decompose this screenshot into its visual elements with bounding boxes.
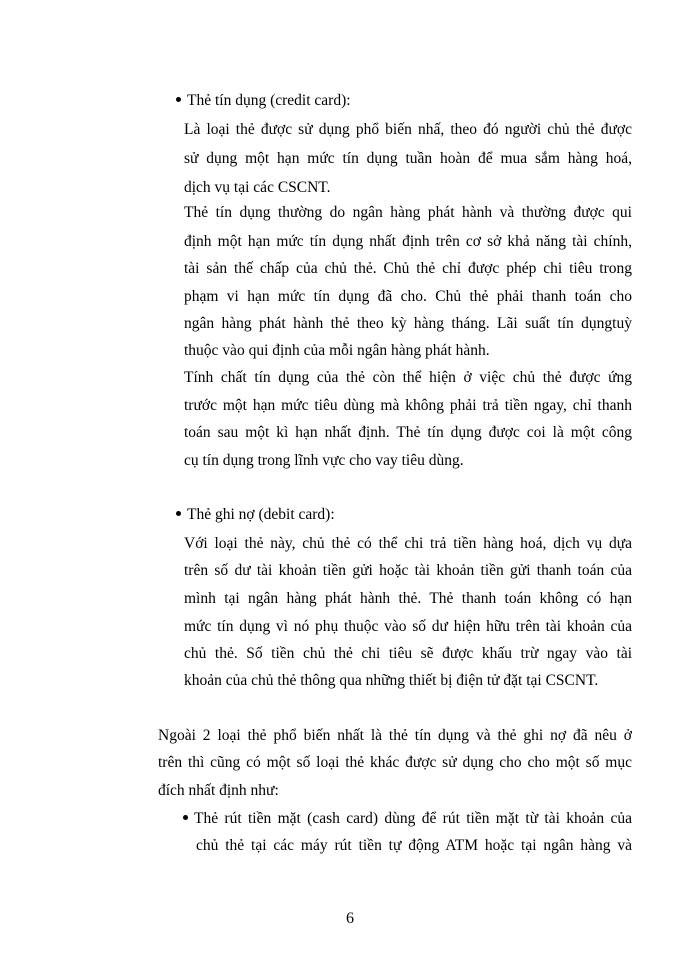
credit-line: toán sau một kì hạn nhất định. Thẻ tín dụng được coi là một công bbox=[184, 424, 632, 441]
credit-line: ngân hàng phát hành thẻ theo kỳ hàng tháng. Lãi suất tín dụngtuỳ bbox=[184, 315, 632, 332]
credit-line: dịch vụ tại các CSCNT. bbox=[184, 179, 331, 196]
bullet-icon bbox=[183, 815, 188, 820]
credit-line: cụ tín dụng trong lĩnh vực cho vay tiêu dùng. bbox=[184, 452, 464, 469]
other-cards-line: trên thì cũng có một số loại thẻ khác được sử dụng cho cho một số mục bbox=[158, 754, 632, 771]
credit-line: tài sản thế chấp của chủ thẻ. Chủ thẻ chỉ được phép chi tiêu trong bbox=[184, 260, 632, 277]
cash-card-line bbox=[183, 809, 632, 829]
credit-card-heading-text: Thẻ tín dụng (credit card): bbox=[187, 92, 351, 109]
bullet-icon bbox=[176, 97, 181, 102]
debit-line: mình tại ngân hàng phát hành thẻ. Thẻ thanh toán không có hạn bbox=[184, 590, 632, 607]
other-cards-line: Ngoài 2 loại thẻ phổ biến nhất là thẻ tín dụng và thẻ ghi nợ đã nêu ở bbox=[158, 727, 632, 744]
debit-line: khoản của chủ thẻ thông qua những thiết bị điện tử đặt tại CSCNT. bbox=[184, 672, 599, 689]
other-cards-line: đích nhất định như: bbox=[158, 782, 279, 799]
debit-line: trên số dư tài khoản tiền gửi hoặc tài khoản tiền gửi thanh toán của bbox=[184, 562, 632, 579]
credit-line: trước một hạn mức tiêu dùng mà không phải trả tiền ngay, chỉ thanh bbox=[184, 397, 632, 414]
debit-card-heading bbox=[176, 505, 335, 525]
credit-line: thuộc vào qui định của mỗi ngân hàng phát hành. bbox=[184, 342, 490, 359]
credit-card-heading bbox=[176, 91, 351, 111]
cash-card-text: Thẻ rút tiền mặt (cash card) dùng để rút tiền mặt từ tài khoản của bbox=[194, 810, 632, 827]
cash-card-line: chủ thẻ tại các máy rút tiền tự động ATM hoặc tại ngân hàng và bbox=[196, 837, 632, 854]
debit-card-heading-text: Thẻ ghi nợ (debit card): bbox=[187, 506, 335, 523]
credit-line: định một hạn mức tín dụng nhất định trên cơ sở khả năng tài chính, bbox=[184, 233, 632, 250]
credit-line: Là loại thẻ được sử dụng phổ biến nhấ, theo đó người chủ thẻ được bbox=[184, 121, 632, 138]
debit-line: Với loại thẻ này, chủ thẻ có thể chi trả tiền hàng hoá, dịch vụ dựa bbox=[184, 535, 632, 552]
credit-line: sử dụng một hạn mức tín dụng tuần hoàn để mua sắm hàng hoá, bbox=[184, 150, 632, 167]
bullet-icon bbox=[176, 511, 181, 516]
debit-line: mức tín dụng vì nó phụ thuộc vào số dư hiện hữu trên tài khoản của bbox=[184, 618, 632, 635]
credit-line: Tính chất tín dụng của thẻ còn thể hiện ở việc chủ thẻ được ứng bbox=[184, 369, 632, 386]
credit-line: Thẻ tín dụng thường do ngân hàng phát hành và thường được qui bbox=[184, 204, 632, 221]
debit-line: chủ thẻ. Số tiền chủ thẻ chi tiêu sẽ được khấu trừ ngay vào tài bbox=[184, 645, 632, 662]
credit-line: phạm vi hạn mức tín dụng đã cho. Chủ thẻ phải thanh toán cho bbox=[184, 288, 632, 305]
page-number: 6 bbox=[346, 910, 354, 927]
